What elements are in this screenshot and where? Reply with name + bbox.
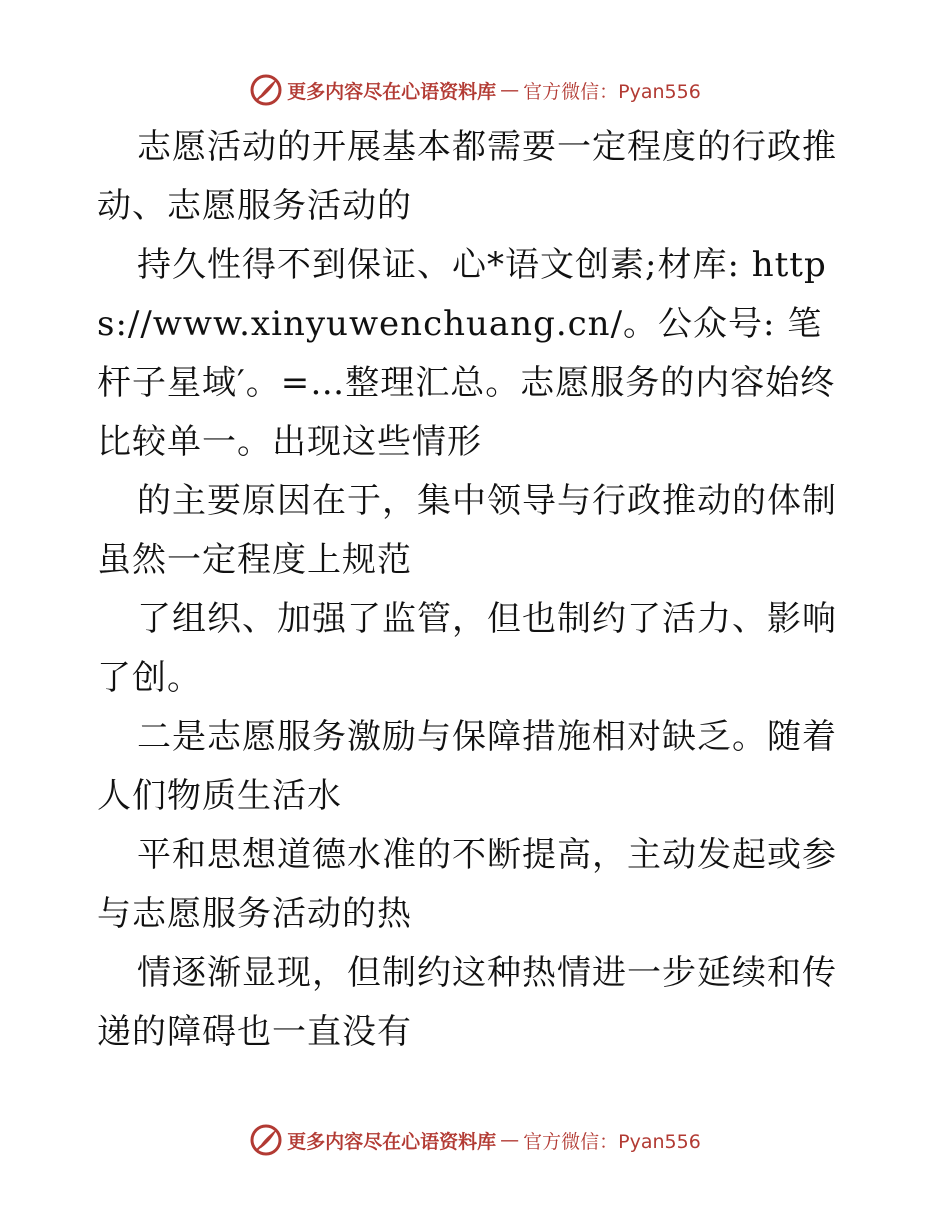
document-body [97,118,853,1062]
header-wechat-text: 官方微信：Pyan556 [523,80,701,103]
header-banner [0,70,950,110]
paragraph-2: 持久性得不到保证、心*语文创素;材库: https://www.xinyuwenchuang.cn/。公众号: 笔杆子星域′。=…整理汇总。志愿服务的内容始终比较单一。出现这些情形 [97,245,836,462]
paragraph-4: 了组织、加强了监管，但也制约了活力、影响了创。 [97,599,837,698]
feather-pen-logo-icon [249,1123,283,1157]
header-brand-text: 更多内容尽在心语资料库 [287,80,497,103]
footer-brand-text: 更多内容尽在心语资料库 [287,1130,497,1153]
paragraph-7: 情逐渐显现，但制约这种热情进一步延续和传递的障碍也一直没有 [97,953,837,1052]
paragraph-3: 的主要原因在于，集中领导与行政推动的体制虽然一定程度上规范 [97,481,837,580]
feather-pen-logo-icon [249,73,283,107]
paragraph-1: 志愿活动的开展基本都需要一定程度的行政推动、志愿服务活动的 [97,127,837,226]
footer-banner [0,1120,950,1160]
footer-wechat-text: 官方微信：Pyan556 [523,1130,701,1153]
header-dash: — [500,79,520,101]
paragraph-5: 二是志愿服务激励与保障措施相对缺乏。随着人们物质生活水 [97,717,837,816]
paragraph-6: 平和思想道德水准的不断提高，主动发起或参与志愿服务活动的热 [97,835,837,934]
footer-dash: — [500,1129,520,1151]
